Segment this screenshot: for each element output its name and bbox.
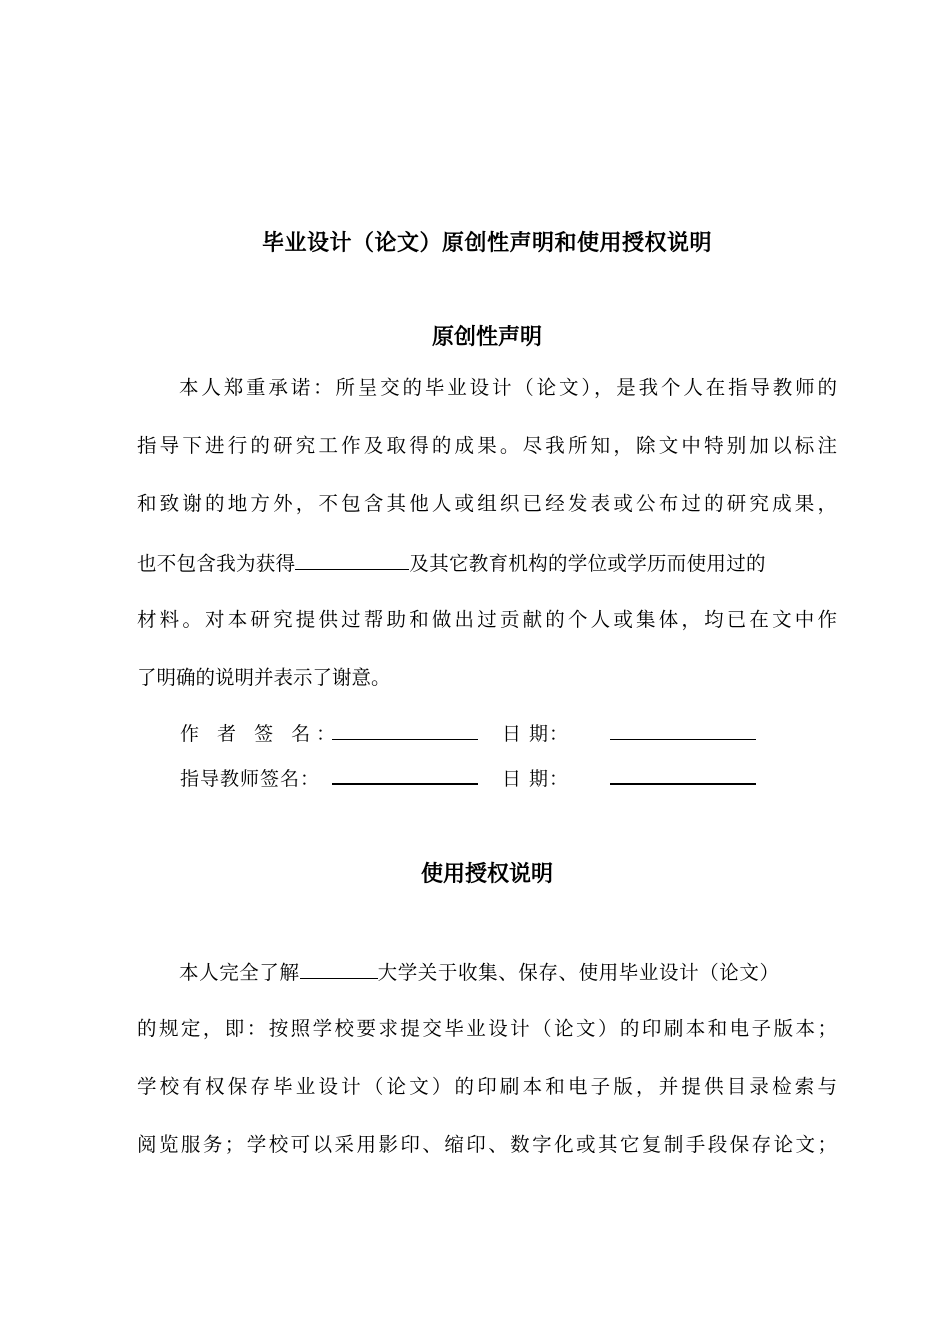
degree-blank-field[interactable] [295, 547, 409, 570]
authorization-line-2: 的规定，即：按照学校要求提交毕业设计（论文）的印刷本和电子版本； [137, 1017, 837, 1040]
originality-heading: 原创性声明 [431, 325, 542, 350]
originality-line-3: 和致谢的地方外，不包含其他人或组织已经发表或公布过的研究成果， [137, 492, 837, 515]
authorization-line-1-start: 本人完全了解 [179, 961, 300, 984]
advisor-date-field[interactable] [610, 761, 756, 785]
originality-line-4-start: 也不包含我为获得 [137, 552, 296, 575]
advisor-signature-label: 指导教师签名： [180, 768, 321, 790]
authorization-line-4: 阅览服务；学校可以采用影印、缩印、数字化或其它复制手段保存论文； [137, 1133, 837, 1156]
originality-line-4 [137, 547, 837, 577]
authorization-line-1-end: 大学关于收集、保存、使用毕业设计（论文） [377, 961, 780, 984]
author-date-field[interactable] [610, 717, 756, 740]
authorization-line-1 [137, 956, 837, 986]
originality-line-6: 了明确的说明并表示了谢意。 [137, 666, 391, 689]
authorization-line-3: 学校有权保存毕业设计（论文）的印刷本和电子版，并提供目录检索与 [137, 1075, 837, 1098]
author-signature-row [180, 717, 756, 747]
author-date-label: 日 期： [502, 723, 570, 745]
advisor-signature-field[interactable] [332, 761, 478, 785]
originality-line-4-end: 及其它教育机构的学位或学历而使用过的 [409, 552, 766, 575]
author-signature-label: 作 者 签 名： [180, 723, 342, 745]
author-signature-field[interactable] [332, 717, 478, 740]
advisor-date-label: 日 期： [502, 768, 570, 790]
advisor-signature-row [180, 761, 756, 791]
university-blank-field[interactable] [300, 956, 378, 979]
originality-line-1: 本人郑重承诺：所呈交的毕业设计（论文），是我个人在指导教师的 [179, 376, 837, 399]
page-title: 毕业设计（论文）原创性声明和使用授权说明 [261, 231, 712, 256]
originality-line-2: 指导下进行的研究工作及取得的成果。尽我所知，除文中特别加以标注 [137, 434, 837, 457]
originality-line-5: 材料。对本研究提供过帮助和做出过贡献的个人或集体，均已在文中作 [137, 608, 837, 631]
authorization-heading: 使用授权说明 [420, 862, 553, 887]
